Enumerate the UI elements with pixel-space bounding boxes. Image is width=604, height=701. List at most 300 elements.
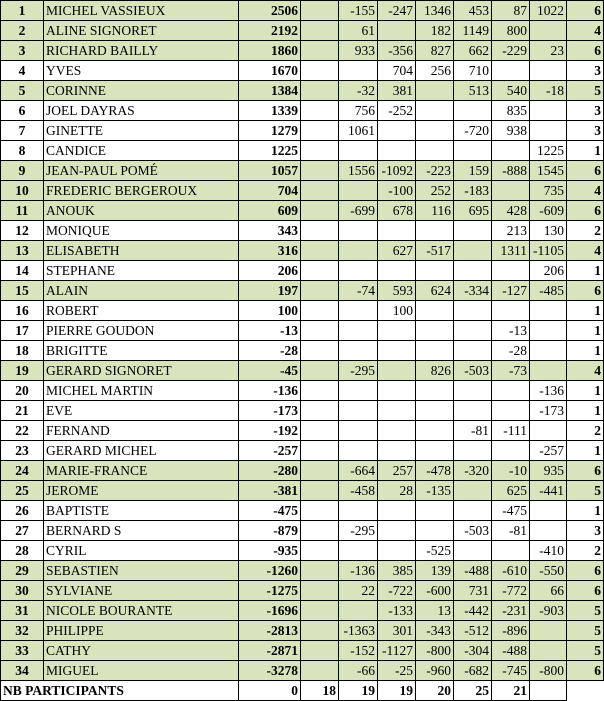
player-name-cell: MONIQUE — [44, 221, 239, 241]
table-row — [1, 121, 604, 141]
rank-cell: 9 — [1, 161, 44, 181]
player-name-cell: JEAN-PAUL POMÉ — [44, 161, 239, 181]
total-score-cell: 704 — [239, 181, 301, 201]
session-score-cell: -609 — [530, 201, 567, 221]
session-score-cell — [416, 401, 454, 421]
session-score-cell: 933 — [339, 41, 378, 61]
participation-count-cell: 2 — [567, 421, 604, 441]
session-score-cell — [378, 121, 416, 141]
rank-cell: 18 — [1, 341, 44, 361]
session-score-cell: -458 — [339, 481, 378, 501]
player-name-cell: SYLVIANE — [44, 581, 239, 601]
session-score-cell — [492, 401, 530, 421]
footer-label: NB PARTICIPANTS — [1, 681, 239, 701]
session-score-cell — [454, 241, 492, 261]
total-score-cell: -1275 — [239, 581, 301, 601]
session-score-cell — [530, 121, 567, 141]
participation-count-cell: 1 — [567, 261, 604, 281]
session-score-cell — [416, 141, 454, 161]
session-score-cell: -488 — [492, 641, 530, 661]
session-score-cell: -896 — [492, 621, 530, 641]
rank-cell: 17 — [1, 321, 44, 341]
rank-cell: 4 — [1, 61, 44, 81]
session-score-cell: 938 — [492, 121, 530, 141]
rank-cell: 26 — [1, 501, 44, 521]
player-name-cell: EVE — [44, 401, 239, 421]
session-score-cell: 100 — [378, 301, 416, 321]
session-score-cell: 182 — [416, 21, 454, 41]
session-score-cell: -442 — [454, 601, 492, 621]
session-score-cell: 627 — [378, 241, 416, 261]
session-score-cell: -960 — [416, 661, 454, 681]
session-score-cell — [301, 141, 339, 161]
table-row — [1, 61, 604, 81]
table-row — [1, 621, 604, 641]
session-score-cell: 695 — [454, 201, 492, 221]
session-score-cell: -74 — [339, 281, 378, 301]
session-score-cell — [492, 381, 530, 401]
session-score-cell: -135 — [416, 481, 454, 501]
session-score-cell — [339, 261, 378, 281]
session-score-cell: 540 — [492, 81, 530, 101]
total-score-cell: -28 — [239, 341, 301, 361]
participation-count-cell: 6 — [567, 161, 604, 181]
player-name-cell: CANDICE — [44, 141, 239, 161]
session-score-cell — [416, 421, 454, 441]
session-score-cell — [454, 221, 492, 241]
total-score-cell: 1339 — [239, 101, 301, 121]
total-score-cell: -1696 — [239, 601, 301, 621]
session-score-cell — [530, 501, 567, 521]
session-score-cell: -304 — [454, 641, 492, 661]
total-score-cell: -2871 — [239, 641, 301, 661]
session-score-cell — [301, 101, 339, 121]
total-score-cell: -1260 — [239, 561, 301, 581]
player-name-cell: MICHEL MARTIN — [44, 381, 239, 401]
session-score-cell: -888 — [492, 161, 530, 181]
session-score-cell: 256 — [416, 61, 454, 81]
session-score-cell: 756 — [339, 101, 378, 121]
rank-cell: 30 — [1, 581, 44, 601]
session-score-cell — [454, 481, 492, 501]
total-score-cell: 1279 — [239, 121, 301, 141]
session-score-cell: -334 — [454, 281, 492, 301]
session-score-cell — [530, 621, 567, 641]
session-score-cell: 735 — [530, 181, 567, 201]
session-score-cell: -475 — [492, 501, 530, 521]
session-score-cell: -517 — [416, 241, 454, 261]
session-score-cell: -295 — [339, 521, 378, 541]
player-name-cell: CATHY — [44, 641, 239, 661]
table-row — [1, 461, 604, 481]
session-score-cell — [339, 301, 378, 321]
session-score-cell: -295 — [339, 361, 378, 381]
session-score-cell: 252 — [416, 181, 454, 201]
participation-count-cell: 1 — [567, 301, 604, 321]
total-score-cell: -13 — [239, 321, 301, 341]
session-score-cell — [530, 101, 567, 121]
session-score-cell: -18 — [530, 81, 567, 101]
footer-count: 0 — [239, 681, 301, 701]
table-row — [1, 561, 604, 581]
total-score-cell: -381 — [239, 481, 301, 501]
session-score-cell: -682 — [454, 661, 492, 681]
session-score-cell: -73 — [492, 361, 530, 381]
rank-cell: 25 — [1, 481, 44, 501]
participation-count-cell: 5 — [567, 81, 604, 101]
session-score-cell: -133 — [378, 601, 416, 621]
participation-count-cell: 6 — [567, 201, 604, 221]
session-score-cell: -10 — [492, 461, 530, 481]
rank-cell: 13 — [1, 241, 44, 261]
player-name-cell: ALAIN — [44, 281, 239, 301]
total-score-cell: -280 — [239, 461, 301, 481]
table-row — [1, 1, 604, 21]
session-score-cell — [454, 321, 492, 341]
session-score-cell — [492, 441, 530, 461]
session-score-cell — [339, 141, 378, 161]
player-name-cell: ANOUK — [44, 201, 239, 221]
session-score-cell — [454, 101, 492, 121]
session-score-cell: -252 — [378, 101, 416, 121]
table-row — [1, 441, 604, 461]
participation-count-cell: 3 — [567, 121, 604, 141]
session-score-cell — [454, 341, 492, 361]
total-score-cell: -136 — [239, 381, 301, 401]
session-score-cell: 835 — [492, 101, 530, 121]
session-score-cell: 116 — [416, 201, 454, 221]
session-score-cell: -28 — [492, 341, 530, 361]
session-score-cell: 1022 — [530, 1, 567, 21]
session-score-cell — [492, 261, 530, 281]
session-score-cell — [416, 81, 454, 101]
participation-count-cell: 2 — [567, 221, 604, 241]
player-name-cell: RICHARD BAILLY — [44, 41, 239, 61]
participation-count-cell: 6 — [567, 281, 604, 301]
session-score-cell — [301, 641, 339, 661]
session-score-cell — [301, 541, 339, 561]
footer-count: 20 — [416, 681, 454, 701]
session-score-cell — [416, 381, 454, 401]
rank-cell: 31 — [1, 601, 44, 621]
rank-cell: 14 — [1, 261, 44, 281]
footer-count: 19 — [339, 681, 378, 701]
session-score-cell: -66 — [339, 661, 378, 681]
session-score-cell: 1545 — [530, 161, 567, 181]
session-score-cell: 13 — [416, 601, 454, 621]
session-score-cell: -410 — [530, 541, 567, 561]
session-score-cell: -223 — [416, 161, 454, 181]
session-score-cell: 593 — [378, 281, 416, 301]
session-score-cell — [301, 81, 339, 101]
session-score-cell — [301, 1, 339, 21]
rank-cell: 3 — [1, 41, 44, 61]
table-body — [1, 1, 604, 681]
session-score-cell — [416, 501, 454, 521]
session-score-cell — [301, 361, 339, 381]
session-score-cell: -720 — [454, 121, 492, 141]
session-score-cell — [301, 321, 339, 341]
participation-count-cell: 1 — [567, 341, 604, 361]
table-row — [1, 501, 604, 521]
session-score-cell: -229 — [492, 41, 530, 61]
total-score-cell: 1670 — [239, 61, 301, 81]
session-score-cell: -320 — [454, 461, 492, 481]
total-score-cell: -3278 — [239, 661, 301, 681]
session-score-cell — [378, 441, 416, 461]
session-score-cell — [339, 181, 378, 201]
rank-cell: 29 — [1, 561, 44, 581]
session-score-cell — [378, 501, 416, 521]
session-score-cell: 625 — [492, 481, 530, 501]
table-row — [1, 301, 604, 321]
session-score-cell — [530, 361, 567, 381]
session-score-cell — [339, 421, 378, 441]
session-score-cell: -800 — [416, 641, 454, 661]
total-score-cell: -45 — [239, 361, 301, 381]
table-row — [1, 281, 604, 301]
session-score-cell — [416, 321, 454, 341]
table-row — [1, 541, 604, 561]
player-name-cell: YVES — [44, 61, 239, 81]
participation-count-cell: 6 — [567, 461, 604, 481]
player-name-cell: ELISABETH — [44, 241, 239, 261]
session-score-cell — [339, 601, 378, 621]
session-score-cell: 1061 — [339, 121, 378, 141]
session-score-cell — [301, 241, 339, 261]
session-score-cell: -1363 — [339, 621, 378, 641]
session-score-cell: 1346 — [416, 1, 454, 21]
session-score-cell: 731 — [454, 581, 492, 601]
session-score-cell — [301, 121, 339, 141]
rank-cell: 32 — [1, 621, 44, 641]
session-score-cell: 826 — [416, 361, 454, 381]
rank-cell: 6 — [1, 101, 44, 121]
session-score-cell: 678 — [378, 201, 416, 221]
table-row — [1, 21, 604, 41]
session-score-cell: -772 — [492, 581, 530, 601]
session-score-cell — [530, 421, 567, 441]
session-score-cell: -488 — [454, 561, 492, 581]
session-score-cell: 159 — [454, 161, 492, 181]
total-score-cell: 343 — [239, 221, 301, 241]
session-score-cell — [301, 441, 339, 461]
session-score-cell — [378, 541, 416, 561]
player-name-cell: GINETTE — [44, 121, 239, 141]
session-score-cell: -173 — [530, 401, 567, 421]
session-score-cell: -1092 — [378, 161, 416, 181]
session-score-cell: 301 — [378, 621, 416, 641]
participation-count-cell: 3 — [567, 101, 604, 121]
session-score-cell — [454, 301, 492, 321]
session-score-cell — [378, 261, 416, 281]
rank-cell: 27 — [1, 521, 44, 541]
session-score-cell — [378, 221, 416, 241]
session-score-cell — [454, 501, 492, 521]
session-score-cell — [339, 221, 378, 241]
footer-count: 18 — [301, 681, 339, 701]
session-score-cell — [301, 181, 339, 201]
player-name-cell: MIGUEL — [44, 661, 239, 681]
session-score-cell — [301, 581, 339, 601]
total-score-cell: -879 — [239, 521, 301, 541]
session-score-cell — [378, 21, 416, 41]
session-score-cell: 624 — [416, 281, 454, 301]
participation-count-cell: 1 — [567, 501, 604, 521]
rank-cell: 22 — [1, 421, 44, 441]
session-score-cell: -183 — [454, 181, 492, 201]
table-row — [1, 601, 604, 621]
total-score-cell: 206 — [239, 261, 301, 281]
session-score-cell — [301, 221, 339, 241]
player-name-cell: PIERRE GOUDON — [44, 321, 239, 341]
session-score-cell: -699 — [339, 201, 378, 221]
session-score-cell: -800 — [530, 661, 567, 681]
session-score-cell — [378, 321, 416, 341]
rank-cell: 23 — [1, 441, 44, 461]
session-score-cell — [378, 521, 416, 541]
table-row — [1, 361, 604, 381]
player-name-cell: BERNARD S — [44, 521, 239, 541]
total-score-cell: -192 — [239, 421, 301, 441]
session-score-cell — [339, 341, 378, 361]
participation-count-cell: 3 — [567, 521, 604, 541]
session-score-cell: -610 — [492, 561, 530, 581]
session-score-cell — [492, 541, 530, 561]
session-score-cell: 139 — [416, 561, 454, 581]
rank-cell: 10 — [1, 181, 44, 201]
rank-cell: 28 — [1, 541, 44, 561]
session-score-cell — [339, 381, 378, 401]
session-score-cell — [416, 521, 454, 541]
session-score-cell — [416, 121, 454, 141]
session-score-cell: -525 — [416, 541, 454, 561]
table-row — [1, 421, 604, 441]
session-score-cell: 1556 — [339, 161, 378, 181]
player-name-cell: FERNAND — [44, 421, 239, 441]
session-score-cell — [339, 441, 378, 461]
session-score-cell — [301, 381, 339, 401]
session-score-cell — [301, 281, 339, 301]
session-score-cell: -81 — [454, 421, 492, 441]
session-score-cell: -343 — [416, 621, 454, 641]
rank-cell: 19 — [1, 361, 44, 381]
session-score-cell — [301, 421, 339, 441]
footer-count: 19 — [378, 681, 416, 701]
session-score-cell — [454, 261, 492, 281]
rank-cell: 8 — [1, 141, 44, 161]
session-score-cell: -441 — [530, 481, 567, 501]
session-score-cell — [301, 461, 339, 481]
session-score-cell: -136 — [339, 561, 378, 581]
session-score-cell: -503 — [454, 361, 492, 381]
session-score-cell: 935 — [530, 461, 567, 481]
session-score-cell — [530, 341, 567, 361]
rank-cell: 15 — [1, 281, 44, 301]
session-score-cell: -136 — [530, 381, 567, 401]
total-score-cell: 197 — [239, 281, 301, 301]
session-score-cell — [301, 61, 339, 81]
rank-cell: 5 — [1, 81, 44, 101]
session-score-cell — [530, 61, 567, 81]
table-row — [1, 381, 604, 401]
session-score-cell — [339, 241, 378, 261]
session-score-cell — [416, 301, 454, 321]
session-score-cell — [454, 401, 492, 421]
session-score-cell: 662 — [454, 41, 492, 61]
session-score-cell — [301, 301, 339, 321]
session-score-cell — [530, 641, 567, 661]
session-score-cell: -81 — [492, 521, 530, 541]
session-score-cell: -550 — [530, 561, 567, 581]
session-score-cell — [301, 261, 339, 281]
table-row — [1, 321, 604, 341]
session-score-cell — [378, 341, 416, 361]
session-score-cell — [492, 181, 530, 201]
footer-count: 25 — [454, 681, 492, 701]
session-score-cell: -152 — [339, 641, 378, 661]
total-score-cell: 1057 — [239, 161, 301, 181]
total-score-cell: 609 — [239, 201, 301, 221]
table-row — [1, 581, 604, 601]
participation-count-cell: 4 — [567, 181, 604, 201]
table-row — [1, 661, 604, 681]
player-name-cell: MARIE-FRANCE — [44, 461, 239, 481]
table-row — [1, 81, 604, 101]
rank-cell: 1 — [1, 1, 44, 21]
rank-cell: 2 — [1, 21, 44, 41]
session-score-cell: 66 — [530, 581, 567, 601]
participation-count-cell: 1 — [567, 441, 604, 461]
session-score-cell — [454, 441, 492, 461]
player-name-cell: BRIGITTE — [44, 341, 239, 361]
footer-count: 21 — [492, 681, 530, 701]
total-score-cell: 2192 — [239, 21, 301, 41]
session-score-cell: -722 — [378, 581, 416, 601]
session-score-cell — [416, 261, 454, 281]
rank-cell: 24 — [1, 461, 44, 481]
session-score-cell — [454, 141, 492, 161]
session-score-cell — [301, 341, 339, 361]
session-score-cell: 23 — [530, 41, 567, 61]
session-score-cell — [301, 661, 339, 681]
session-score-cell: 206 — [530, 261, 567, 281]
session-score-cell: -1127 — [378, 641, 416, 661]
session-score-cell: -100 — [378, 181, 416, 201]
total-score-cell: 1384 — [239, 81, 301, 101]
participation-count-cell: 6 — [567, 1, 604, 21]
player-name-cell: GERARD SIGNORET — [44, 361, 239, 381]
session-score-cell — [530, 521, 567, 541]
table-row — [1, 101, 604, 121]
total-score-cell: -257 — [239, 441, 301, 461]
session-score-cell: -600 — [416, 581, 454, 601]
session-score-cell — [301, 621, 339, 641]
table-row — [1, 181, 604, 201]
session-score-cell: -356 — [378, 41, 416, 61]
table-row — [1, 401, 604, 421]
session-score-cell — [378, 361, 416, 381]
session-score-cell — [301, 21, 339, 41]
table-row — [1, 141, 604, 161]
session-score-cell: -155 — [339, 1, 378, 21]
player-name-cell: BAPTISTE — [44, 501, 239, 521]
session-score-cell — [301, 401, 339, 421]
session-score-cell: -32 — [339, 81, 378, 101]
participation-count-cell: 1 — [567, 321, 604, 341]
session-score-cell: 22 — [339, 581, 378, 601]
session-score-cell: 453 — [454, 1, 492, 21]
